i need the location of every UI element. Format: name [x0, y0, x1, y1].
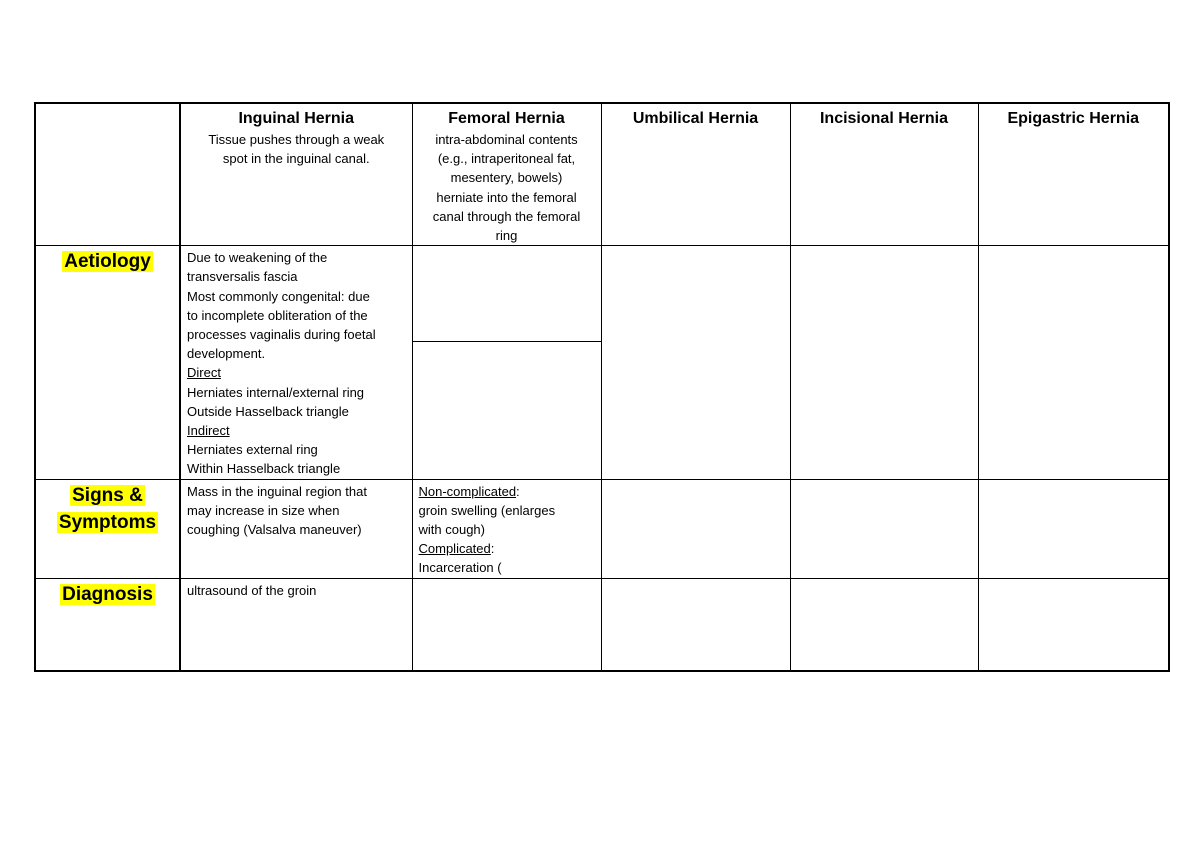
direct-subheading: Direct: [187, 365, 221, 381]
text-line: may increase in size when: [187, 502, 340, 518]
header-incisional-cell: [790, 103, 978, 246]
text-line: transversalis fascia: [187, 269, 298, 285]
diagnosis-inguinal-cell: [180, 578, 412, 671]
text-line: to incomplete obliteration of the: [187, 307, 368, 323]
header-corner-cell: [35, 103, 180, 246]
aetiology-epigastric-cell: [978, 246, 1169, 479]
header-umbilical-cell: [601, 103, 790, 246]
aetiology-umbilical-cell: [601, 246, 790, 479]
femoral-desc-line: canal through the femoral: [432, 208, 581, 224]
signs-label-line2: Symptoms: [58, 511, 157, 533]
complicated-label: Complicated: [418, 541, 491, 557]
text-line: Within Hasselback triangle: [187, 461, 341, 477]
text-line: development.: [187, 346, 266, 362]
text-line: ultrasound of the groin: [187, 582, 317, 598]
text-line: Herniates external ring: [187, 442, 318, 458]
aetiology-label: Aetiology: [64, 251, 151, 273]
header-inguinal-cell: [180, 103, 412, 246]
signs-incisional-cell: [790, 479, 978, 578]
aetiology-femoral-cell-top: [412, 246, 601, 342]
noncomplicated-label: Non-complicated: [418, 483, 517, 499]
signs-umbilical-cell: [601, 479, 790, 578]
diagnosis-label-cell: [35, 578, 180, 671]
header-inguinal-title: Inguinal Hernia: [238, 110, 355, 127]
indirect-subheading: Indirect: [187, 423, 230, 439]
header-umbilical-title: Umbilical Hernia: [632, 110, 759, 127]
noncomplicated-colon: :: [516, 483, 520, 499]
signs-label-cell: [35, 479, 180, 578]
signs-label-line1: Signs &: [72, 484, 143, 506]
femoral-desc-line: ring: [495, 228, 518, 244]
header-femoral-title: Femoral Hernia: [448, 110, 565, 127]
inguinal-desc-line: Tissue pushes through a weak: [208, 132, 385, 147]
femoral-desc-line: intra-abdominal contents: [435, 132, 578, 147]
aetiology-femoral-cell-bottom: [412, 342, 601, 480]
inguinal-desc-line: spot in the inguinal canal.: [222, 151, 370, 167]
femoral-desc-line: mesentery, bowels): [450, 170, 563, 186]
diagnosis-femoral-cell: [412, 578, 601, 671]
header-femoral-cell: [412, 103, 601, 246]
diagnosis-row: [35, 578, 1169, 671]
diagnosis-epigastric-cell: [978, 578, 1169, 671]
femoral-desc-line: herniate into the femoral: [436, 189, 577, 205]
signs-femoral-cell: [412, 479, 601, 578]
header-epigastric-cell: [978, 103, 1169, 246]
text-line: Mass in the inguinal region that: [187, 483, 367, 499]
text-line: with cough): [418, 522, 485, 538]
signs-inguinal-cell: [180, 479, 412, 578]
aetiology-incisional-cell: [790, 246, 978, 479]
aetiology-inguinal-cell: [180, 246, 412, 479]
diagnosis-label: Diagnosis: [62, 583, 153, 605]
header-incisional-title: Incisional Hernia: [819, 110, 949, 127]
femoral-desc-line: (e.g., intraperitoneal fat,: [437, 151, 576, 167]
diagnosis-umbilical-cell: [601, 578, 790, 671]
complicated-colon: :: [490, 541, 495, 557]
text-line: groin swelling (enlarges: [418, 502, 556, 518]
text-line: processes vaginalis during foetal: [187, 327, 376, 343]
complicated-heading: [419, 539, 595, 558]
header-row: [35, 103, 1169, 246]
noncomplicated-heading: [419, 482, 595, 501]
text-line: Outside Hasselback triangle: [187, 403, 349, 419]
header-epigastric-title: Epigastric Hernia: [1007, 110, 1140, 127]
hernia-comparison-table: [34, 102, 1170, 672]
text-line: Incarceration (: [418, 560, 502, 576]
text-line: coughing (Valsalva maneuver): [187, 522, 362, 538]
diagnosis-incisional-cell: [790, 578, 978, 671]
text-line: Due to weakening of the: [187, 250, 328, 266]
aetiology-row: [35, 246, 1169, 342]
signs-row: [35, 479, 1169, 578]
aetiology-label-cell: [35, 246, 180, 479]
text-line: Herniates internal/external ring: [187, 384, 365, 400]
text-line: Most commonly congenital: due: [187, 288, 370, 304]
signs-epigastric-cell: [978, 479, 1169, 578]
